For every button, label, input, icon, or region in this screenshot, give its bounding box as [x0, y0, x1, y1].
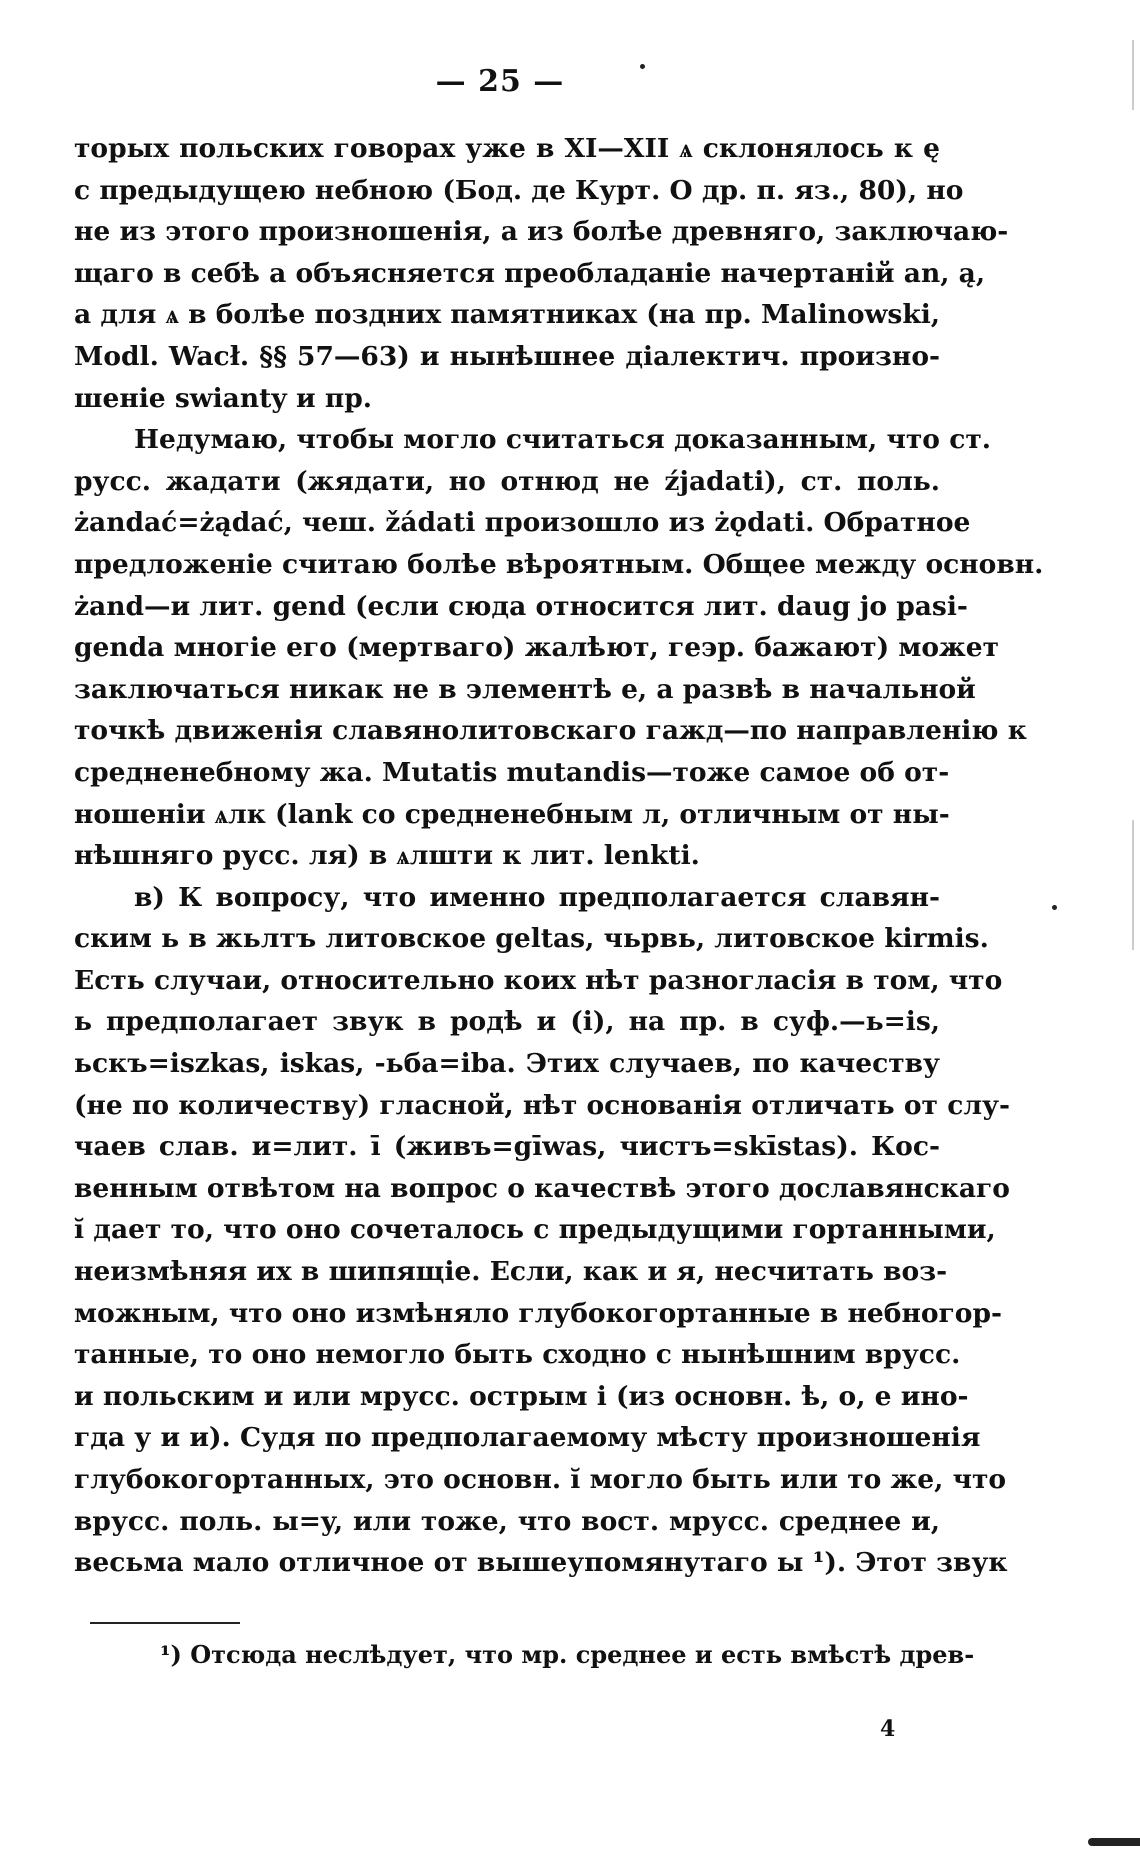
margin-scan-line: [1132, 820, 1134, 950]
text-line: ношеніи ѧлк (lank со средненебным л, отличным от ны-: [74, 798, 950, 830]
printer-signature-mark: 4: [880, 1716, 896, 1742]
page-number-header: — 25 —: [435, 64, 565, 99]
text-line: Modl. Wacł. §§ 57—63) и нынѣшнее діалектич. произно-: [74, 340, 940, 372]
text-line: с предыдущею небною (Бод. де Курт. О др. п. яз., 80), но: [74, 174, 964, 206]
text-line: нѣшняго русс. ля) в ѧлшти к лит. lenkti.: [74, 840, 700, 872]
text-line: можным, что оно измѣняло глубокогортанные в небногор-: [74, 1297, 1002, 1329]
text-line: Есть случаи, относительно коих нѣт разногласія в том, что: [74, 964, 1003, 996]
text-line: ĭ дает то, что оно сочеталось с предыдущими гортанными,: [74, 1214, 996, 1246]
text-line: шеніе swianty и пр.: [74, 382, 373, 414]
text-line: венным отвѣтом на вопрос о качествѣ этого дославянскаго: [74, 1172, 1010, 1204]
ink-speck: [640, 64, 645, 69]
text-line: заключаться никак не в элементѣ e, а развѣ в начальной: [74, 673, 976, 705]
text-line: ским ь в жьлтъ литовское geltas, чьрвь, литовское kirmis.: [74, 923, 989, 955]
text-line: неизмѣняя их в шипящіе. Если, как и я, несчитать воз-: [74, 1256, 948, 1288]
text-line: genda многіе его (мертваго) жалѣют, геэр. бажают) может: [74, 632, 1000, 664]
text-line: точкѣ движенія славянолитовскаго гажд—по направленію к: [74, 715, 1027, 747]
edge-scan-mark: [1088, 1838, 1140, 1846]
margin-scan-line: [1132, 40, 1134, 110]
ink-speck: [1052, 905, 1057, 910]
page-body: [74, 128, 1044, 1584]
text-line: танные, то оно немогло быть сходно с нынѣшним врусс.: [74, 1339, 961, 1371]
text-line: и польским и или мрусс. острым і (из основн. ѣ, о, е ино-: [74, 1380, 969, 1412]
text-line: врусс. поль. ы=y, или тоже, что вост. мрусс. среднее и,: [74, 1505, 940, 1537]
text-line: щаго в себѣ a объясняется преобладаніе начертаній an, ą,: [74, 257, 986, 289]
text-line: не из этого произношенія, а из болѣе древняго, заключаю-: [74, 216, 1009, 248]
text-line: ь предполагает звук в родѣ и (i), на пр. в суф.—ь=is,: [74, 1006, 940, 1038]
text-line: чаев слав. и=лит. ī (живъ=gīwas, чистъ=skīstas). Кос-: [74, 1131, 940, 1163]
text-line: гда у и и). Судя по предполагаемому мѣсту произношенія: [74, 1422, 981, 1454]
footnote-divider: [90, 1622, 240, 1624]
text-line: торых польских говорах уже в XI—XII ѧ склонялось к ę: [74, 133, 940, 164]
text-line: ьскъ=iszkas, iskas, -ьба=iba. Этих случаев, по качеству: [74, 1048, 940, 1080]
text-line: средненебному жа. Mutatis mutandis—тоже самое об от-: [74, 756, 950, 788]
text-line: a для ѧ в болѣе поздних памятниках (на пр. Malinowski,: [74, 299, 940, 331]
text-line: żand—и лит. gend (если сюда относится лит. daug jo pasi-: [74, 590, 968, 622]
footnote: ¹) Отсюда неслѣдует, что мр. среднее и есть вмѣстѣ древ-: [160, 1640, 975, 1669]
text-line: русс. жадати (жядати, но отнюд не źjadati), ст. поль.: [74, 465, 940, 497]
text-line: żandać=żądać, чеш. žádati произошло из żǫdati. Обратное: [74, 507, 971, 539]
paragraph-start-line: в) К вопросу, что именно предполагается славян-: [134, 881, 940, 913]
text-line: глубокогортанных, это основн. ĭ могло быть или то же, что: [74, 1464, 1007, 1495]
text-line: предложеніе считаю болѣе вѣроятным. Общее между основн.: [74, 548, 1044, 580]
paragraph-start-line: Недумаю, чтобы могло считаться доказанным, что ст.: [134, 424, 991, 456]
text-line: (не по количеству) гласной, нѣт основанія отличать от слу-: [74, 1089, 1010, 1121]
text-line: весьма мало отличное от вышеупомянутаго ы ¹). Этот звук: [74, 1547, 1008, 1579]
